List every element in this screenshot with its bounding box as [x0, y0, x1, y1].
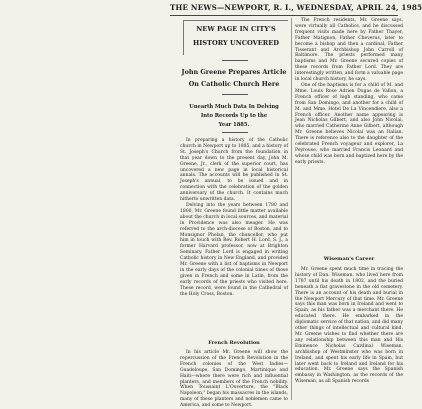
deck-line-2: Into Records Up to the — [200, 113, 268, 119]
right-column — [295, 18, 403, 400]
subheadline-line-2: On Catholic Church Here — [188, 80, 280, 88]
article-body-right — [295, 18, 403, 166]
paragraph-intro: In preparing a history of the Catholic church in Newport up to 1885, and a history of St. Joseph's Church from the foundation in that year down to the present day, John M. Greene, Jr., clerk of the superior court, has uncovered a new page in local historical annals. The accounts will be published in St. Joseph's annual, to be issued and in connection with the celebration of the golden anniversary of the church. It contains much hitherto unwritten data. — [180, 138, 288, 203]
headline-divider — [222, 60, 248, 61]
headline-box — [183, 20, 288, 55]
article-body-left-2 — [180, 350, 288, 409]
left-column — [180, 18, 288, 409]
paragraph-2: Delving into the years between 1780 and 1800, Mr. Greene found little matter available about the church in local sources, and material in Providence was also meager. He was referred to the arch-diocese of Boston, and to Monsignor Phelan, the chancellor, who put him in touch with Rev. Robert H. Lord, S. J., a former Harvard professor, now at Brighton Seminary. Father Lord is engaged in writing Catholic history in New England, and provided Mr. Greene with a list of baptisms in Newport in the early days of the colonial times of those given in French and some in Latin, from the early records of the priests who visited here. These record, were found in the Cathedral of the Holy Cross, Boston. — [180, 202, 288, 297]
section-head-french-revolution: French Revolution — [208, 340, 260, 346]
masthead: THE NEWS—NEWPORT, R. I., WEDNESDAY, APRIL 24, 1985 — [170, 3, 422, 12]
paragraph-right-2: One of the baptisms is for a child of M. and Mme. Louis Rose Adrien Dugas de Vallon, a French officer of high standing, who came from San Domingo, and another for a child of M. and Mme. Hotel De La Vincendiere, also a French officer. Another name appearing is Jean Nicholas Gilbert, and also John Nicolai, who married Catherine Anne Gilbert, although Mr. Greene believes Nicolai was an Italian. There is reference also to the daughter of the celebrated French voyageur and explorer, La Peyrouse, who married Francis Leonard and whose child was born and baptized here by the early priests. — [295, 82, 403, 165]
article-body-right-2 — [295, 267, 403, 385]
paragraph-3: In his article Mr. Greene will show the repercussion of the French Revolution in the French colonies of the West Indies—Guadeloupe, San Domingo, Martinique and Haiti—where there were rich and influential planters, and members of the French nobility. When Toussaint L'Ouverture, the "Black Napoleon," began his massacres in the islands, many of these planters and noblemen came to America, and some to Newport. — [180, 350, 288, 409]
paragraph-right-1: The French residents, Mr. Greene says, were virtually all Catholics, and he discussed frequent visits made here by Father Thayer, Father Matignon, Father Cheverus, later to become a bishop and then a cardinal, Father Tisserant and Archbishop John Carroll of Baltimore. The priests performed many baptisms and Mr. Greene secured copies of these records from Father Lord. They are interestingly written, and form a valuable page in local church history, he says. — [295, 18, 403, 83]
subheadline-line-1: John Greene Prepares Article — [181, 68, 287, 76]
masthead-rule — [170, 15, 398, 16]
headline-line-2: HISTORY UNCOVERED — [192, 39, 280, 47]
deck-divider — [222, 132, 248, 133]
deck-line-3: Year 1885. — [218, 122, 250, 128]
paragraph-right-3: Mr. Greene spent much time in tracing the history of Dan. Wiseman, who lived here from 1787 until his death in 1802, and the buried beneath a flat gravestone in the old cemetery. There is an account of his death and burial in the Newport Mercury of that time. Mr. Greene says this man was born in Ireland and went to Spain, as his father was a merchant there. He educated there. He embarked in the diplomatic service of that nation, and did many other things of intellectual and cultural kind. Mr. Greene wishes to find whether there are any relationship between this man and His Eminence Nicholas Cardinal Wiseman, archbishop of Westminster who was born in Ireland, and spent his early life in Spain, but later went back to Ireland and Ireland for his education. Mr. Greene says the Spanish embassy in Washington, as the records of the Wiseman, as all Spanish records — [295, 267, 403, 385]
subheadline-divider — [222, 94, 248, 95]
section-head-wiseman: Wiseman's Career — [323, 256, 375, 262]
column-divider — [291, 18, 292, 400]
headline-line-1: NEW PAGE IN CITY'S — [196, 25, 276, 33]
deck-line-1: Unearth Much Data In Delving — [189, 104, 279, 110]
article-body-left — [180, 138, 288, 297]
